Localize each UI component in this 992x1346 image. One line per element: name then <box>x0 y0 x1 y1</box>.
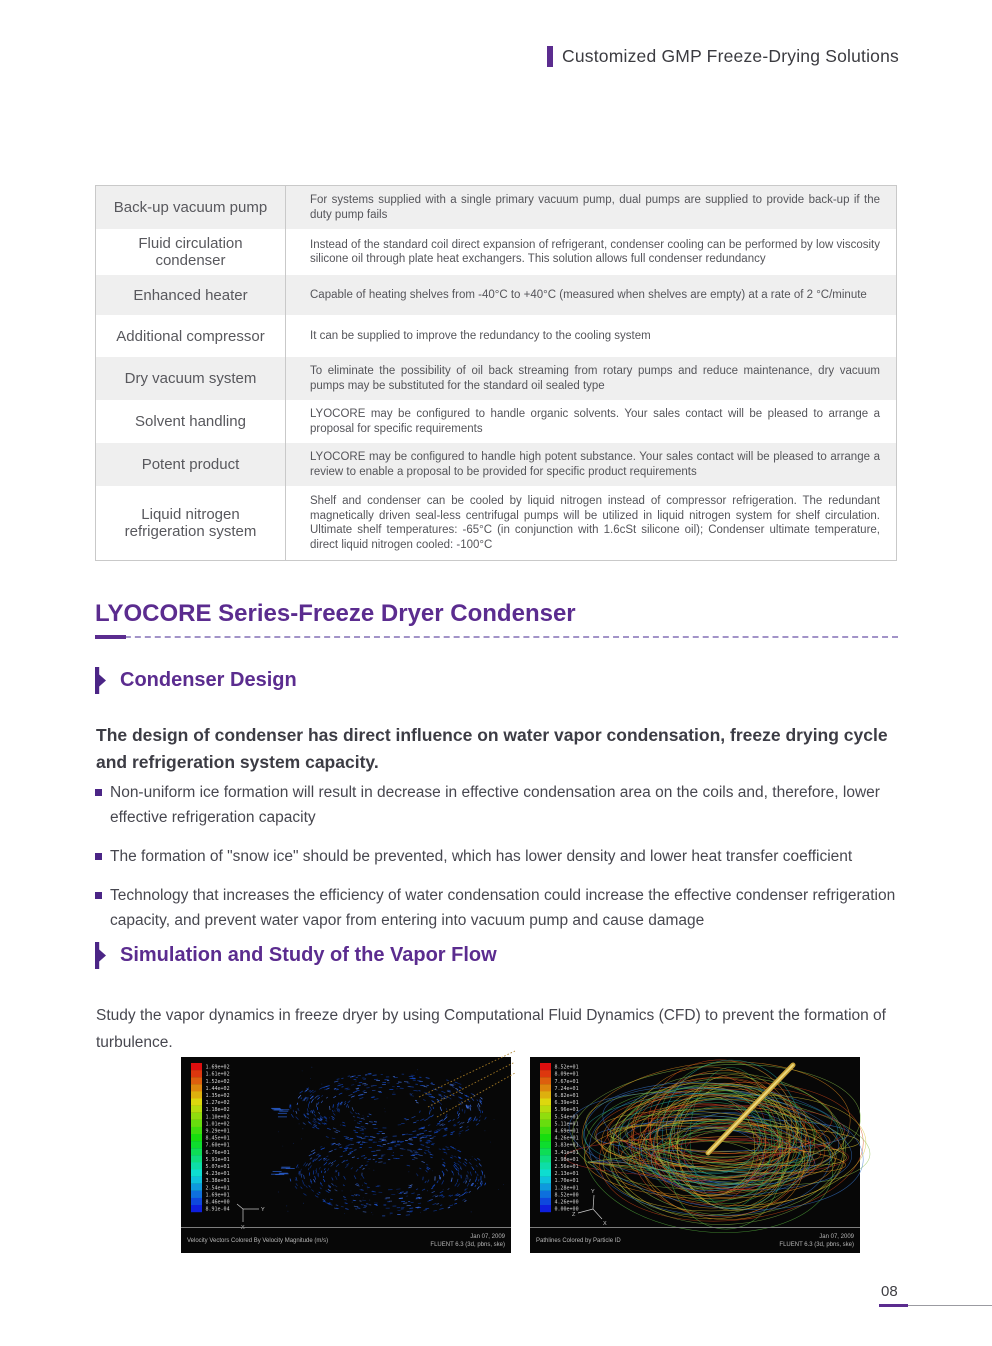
legend-swatch <box>191 1141 202 1148</box>
row-label: Enhanced heater <box>96 275 286 315</box>
legend-swatch <box>540 1191 551 1198</box>
header-title: Customized GMP Freeze-Drying Solutions <box>562 46 899 66</box>
legend-label: 2.54e+01 <box>205 1185 230 1192</box>
legend-swatch <box>191 1063 202 1070</box>
legend-swatch <box>540 1170 551 1177</box>
page-number: 08 <box>881 1283 898 1300</box>
legend-label: 1.69e+02 <box>205 1064 230 1071</box>
legend-swatch <box>191 1077 202 1084</box>
bullet-list <box>95 780 907 947</box>
legend-swatch <box>540 1162 551 1169</box>
legend-label: 8.52e+00 <box>554 1192 579 1199</box>
section-divider-solid <box>95 635 126 639</box>
legend-label: 2.98e+01 <box>554 1156 579 1163</box>
legend-label: 7.60e+01 <box>205 1142 230 1149</box>
cfd-figures <box>181 1057 860 1253</box>
legend-label: 5.96e+01 <box>554 1107 579 1114</box>
legend-label: 9.29e+01 <box>205 1128 230 1135</box>
legend-label: 4.69e+01 <box>554 1128 579 1135</box>
legend-swatch <box>191 1170 202 1177</box>
svg-text:Y: Y <box>591 1189 595 1195</box>
legend-swatch <box>540 1113 551 1120</box>
cfd-figure-pathlines <box>530 1057 860 1253</box>
body-paragraph: Study the vapor dynamics in freeze dryer by using Computational Fluid Dynamics (CFD) to prevent the formation of turbulence. <box>96 1007 886 1051</box>
legend-swatch <box>191 1162 202 1169</box>
legend-swatch <box>540 1106 551 1113</box>
row-desc: Capable of heating shelves from -40°C to +40°C (measured when shelves are empty) at a rate of 2 °C/minute <box>310 288 867 301</box>
table-row <box>96 186 896 229</box>
legend-swatch <box>540 1063 551 1070</box>
figure-caption-bar <box>530 1227 860 1253</box>
legend-label: 5.54e+01 <box>554 1114 579 1121</box>
table-row <box>96 486 896 560</box>
legend-label: 1.69e+01 <box>205 1192 230 1199</box>
legend-swatch <box>540 1099 551 1106</box>
figure-solver-info <box>779 1233 854 1249</box>
figure-solver-info <box>430 1233 505 1249</box>
table-row <box>96 400 896 443</box>
legend-swatch <box>540 1155 551 1162</box>
legend-swatch <box>191 1113 202 1120</box>
subsection-title: Condenser Design <box>120 669 297 691</box>
section-title: LYOCORE Series-Freeze Dryer Condenser <box>95 600 576 627</box>
table-row <box>96 229 896 275</box>
header-accent-bar-icon <box>547 46 553 67</box>
legend-swatch <box>540 1134 551 1141</box>
footer-rule <box>908 1305 992 1306</box>
legend-label: 4.23e+01 <box>205 1171 230 1178</box>
legend-swatch <box>540 1127 551 1134</box>
svg-text:X: X <box>603 1221 607 1227</box>
legend-label: 1.10e+02 <box>205 1114 230 1121</box>
legend-label: 1.70e+01 <box>554 1178 579 1185</box>
legend-label: 4.26e+01 <box>554 1135 579 1142</box>
subsection-title: Simulation and Study of the Vapor Flow <box>120 944 497 966</box>
legend-label: 7.24e+01 <box>554 1085 579 1092</box>
svg-text:Z: Z <box>572 1212 576 1218</box>
row-desc: LYOCORE may be configured to handle high potent substance. Your sales contact will be pleased to arrange a review to enable a proposal to be provided for specific product requirements <box>310 451 880 478</box>
legend-label: 6.82e+01 <box>554 1093 579 1099</box>
legend-swatch <box>191 1070 202 1077</box>
legend-swatch <box>191 1155 202 1162</box>
row-label: Liquid nitrogen refrigeration system <box>96 486 286 560</box>
legend-swatch <box>191 1184 202 1191</box>
bullet-item: The formation of "snow ice" should be prevented, which has lower density and lower heat transfer coefficient <box>95 844 907 869</box>
figure-solver: FLUENT 6.3 (3d, pbns, ske) <box>430 1241 505 1248</box>
row-desc: Instead of the standard coil direct expansion of refrigerant, condenser cooling can be performed by low viscosity silicone oil through plate heat exchangers. This solution allows full condenser redundancy <box>310 238 880 265</box>
page-header <box>547 46 899 67</box>
bullet-item: Non-uniform ice formation will result in decrease in effective condensation area on the coils and, therefore, lower effective refrigeration capacity <box>95 780 907 830</box>
legend-label: 8.45e+01 <box>205 1135 230 1142</box>
cfd-canvas <box>530 1057 860 1226</box>
legend-label: 8.09e+01 <box>554 1071 579 1078</box>
table-row <box>96 315 896 357</box>
legend-swatch <box>191 1177 202 1184</box>
legend-swatch <box>540 1205 551 1212</box>
legend-label: 1.18e+02 <box>205 1107 230 1114</box>
legend-swatch <box>191 1084 202 1091</box>
legend-swatch <box>540 1177 551 1184</box>
legend-swatch <box>540 1084 551 1091</box>
legend-label: 1.01e+02 <box>205 1121 230 1128</box>
row-desc: Shelf and condenser can be cooled by liquid nitrogen instead of compressor refrigeration. The redundant magnetically driven seal-less centrifugal pumps will be utilized in liquid nitrogen system for shelf circulation. Ultimate shelf temperatures: -65°C (in conjunction with 1.6cSt silicone oil); Condenser ultimate temperature, direct liquid nitrogen cooled: -100°C <box>310 495 880 551</box>
legend-swatch <box>191 1091 202 1098</box>
footer-rule-accent <box>879 1304 908 1307</box>
row-desc: LYOCORE may be configured to handle organic solvents. Your sales contact will be pleased to arrange a proposal for specific requirements <box>310 408 880 435</box>
legend-label: 5.11e+01 <box>554 1121 579 1128</box>
svg-text:X: X <box>241 1225 245 1231</box>
legend-swatch <box>540 1141 551 1148</box>
lead-paragraph: The design of condenser has direct influence on water vapor condensation, freeze drying cycle and refrigeration system capacity. <box>96 725 888 772</box>
bullet-item: Technology that increases the efficiency of water condensation could increase the effective condenser refrigeration capacity, and prevent water vapor from entering into vacuum pump and cause damage <box>95 883 907 933</box>
legend-label: 1.27e+02 <box>205 1100 230 1107</box>
spec-table <box>95 185 897 561</box>
svg-text:Y: Y <box>261 1207 265 1213</box>
row-label: Additional compressor <box>96 315 286 357</box>
figure-date: Jan 07, 2009 <box>819 1233 854 1240</box>
legend-swatch <box>540 1148 551 1155</box>
legend-label: 2.56e+01 <box>554 1164 579 1170</box>
legend-label: 8.52e+01 <box>554 1064 579 1071</box>
subsection-marker-icon <box>95 667 106 694</box>
legend-label: 3.83e+01 <box>554 1142 579 1149</box>
figure-caption-bar <box>181 1227 511 1253</box>
legend-label: 1.28e+01 <box>554 1185 579 1192</box>
row-label: Potent product <box>96 443 286 486</box>
table-row <box>96 275 896 315</box>
row-label: Back-up vacuum pump <box>96 186 286 229</box>
legend-label: 7.67e+01 <box>554 1078 579 1085</box>
legend-swatch <box>191 1127 202 1134</box>
legend-swatch <box>191 1191 202 1198</box>
row-desc: To eliminate the possibility of oil back streaming from rotary pumps and reduce maintenance, dry vacuum pumps may be substituted for the standard oil sealed type <box>310 365 880 392</box>
legend-swatch <box>191 1106 202 1113</box>
legend-swatch <box>540 1184 551 1191</box>
row-desc: It can be supplied to improve the redundancy to the cooling system <box>310 329 651 342</box>
legend-label: 5.91e+01 <box>205 1156 230 1163</box>
row-label: Fluid circulation condenser <box>96 229 286 275</box>
cfd-figure-vectors <box>181 1057 511 1253</box>
legend-swatch <box>540 1091 551 1098</box>
legend-swatch <box>540 1070 551 1077</box>
legend-swatch <box>191 1205 202 1212</box>
subsection-marker-icon <box>95 942 106 969</box>
subsection-simulation-study <box>95 942 497 969</box>
legend-label: 4.26e+00 <box>554 1199 579 1206</box>
figure-caption: Pathlines Colored by Particle ID <box>536 1237 621 1244</box>
legend-swatch <box>191 1134 202 1141</box>
legend-label: 1.44e+02 <box>205 1085 230 1092</box>
legend-swatch <box>191 1198 202 1205</box>
figure-caption: Velocity Vectors Colored By Velocity Magnitude (m/s) <box>187 1237 329 1244</box>
row-label: Solvent handling <box>96 400 286 443</box>
section-divider-dashed <box>95 636 898 638</box>
legend-label: 1.35e+02 <box>205 1093 230 1099</box>
legend-label: 6.39e+01 <box>554 1100 579 1107</box>
legend-label: 6.76e+01 <box>205 1149 230 1156</box>
row-desc: For systems supplied with a single primary vacuum pump, dual pumps are supplied to provide back-up if the duty pump fails <box>310 194 880 221</box>
legend-swatch <box>191 1120 202 1127</box>
legend-swatch <box>191 1148 202 1155</box>
legend-label: 1.61e+02 <box>205 1071 230 1078</box>
legend-label: 2.13e+01 <box>554 1171 579 1178</box>
table-row <box>96 357 896 400</box>
legend-label: 3.41e+01 <box>554 1149 579 1156</box>
legend-label: 8.46e+00 <box>205 1199 230 1206</box>
cfd-canvas <box>181 1057 511 1231</box>
figure-date: Jan 07, 2009 <box>470 1233 505 1240</box>
legend-label: 1.52e+02 <box>205 1078 230 1085</box>
legend-label: 5.07e+01 <box>205 1164 230 1170</box>
legend-label: 8.91e-04 <box>205 1206 230 1213</box>
legend-label: 3.38e+01 <box>205 1178 230 1185</box>
table-row <box>96 443 896 486</box>
legend-swatch <box>191 1099 202 1106</box>
figure-solver: FLUENT 6.3 (3d, pbns, ske) <box>779 1241 854 1248</box>
legend-swatch <box>540 1120 551 1127</box>
legend-swatch <box>540 1198 551 1205</box>
subsection-condenser-design <box>95 667 297 694</box>
legend-swatch <box>540 1077 551 1084</box>
legend-label: 0.00e+00 <box>554 1206 579 1213</box>
row-label: Dry vacuum system <box>96 357 286 400</box>
